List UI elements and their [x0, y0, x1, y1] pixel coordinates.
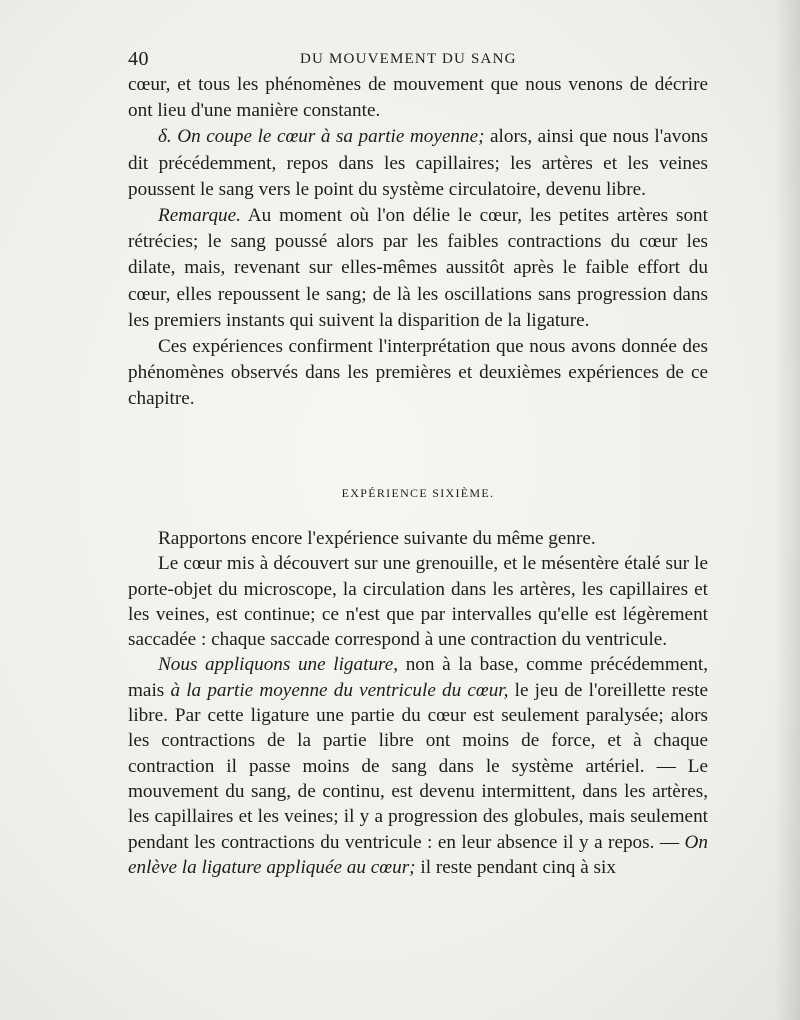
section-title: EXPÉRIENCE SIXIÈME.: [341, 486, 495, 500]
paragraph: Nous appliquons une ligature, non à la base, comme précédemment, mais à la partie moyenne du ventricule du cœur, le jeu de l'oreillette reste libre. Par cette ligature une partie du cœur est seulement paralysée; alors les contractions de la partie libre ont moins de force, et à chaque contraction il passe moins de sang dans le système artériel. — Le mouvement du sang, de continu, est devenu intermittent, dans les artères, les capillaires et les veines; il y a progression des globules, mais seulement pendant les contractions du ventricule : en leur absence il y a repos. — On enlève la ligature appliquée au cœur; il reste pendant cinq à six: [128, 654, 709, 878]
paragraph: Le cœur mis à découvert sur une grenouille, et le mésentère étalé sur le porte-objet du microscope, la circulation dans les artères, les capillaires et les veines, est continue; ce n'est que par intervalles qu'elle est légèrement saccadée : chaque saccade correspond à une contraction du ventricule.: [128, 553, 708, 651]
body-text-lower: [128, 526, 708, 880]
italic-lead: Remarque.: [158, 205, 241, 227]
paragraph: δ. On coupe le cœur à sa partie moyenne; alors, ainsi que nous l'avons dit précédemment, repos dans les capillaires; les artères et les veines poussent le sang vers le point du système circulatoire, devenu libre.: [128, 126, 708, 200]
paragraph: Rapportons encore l'expérience suivante du même genre.: [158, 528, 596, 549]
page-header: [128, 48, 708, 74]
body-text-upper: [128, 72, 708, 413]
remark-paragraph: Remarque. Au moment où l'on délie le cœur, les petites artères sont rétrécies; le sang poussé alors par les faibles contractions du cœur les dilate, mais, revenant sur elles-mêmes aussitôt après le faible effort du cœur, elles repoussent le sang; de là les oscillations sans progression dans les premiers instants qui suivent la disparition de la ligature.: [128, 205, 708, 331]
italic-lead: δ. On coupe le cœur à sa partie moyenne;: [158, 126, 485, 148]
paragraph: cœur, et tous les phénomènes de mouvement que nous venons de décrire ont lieu d'une manière constante.: [128, 74, 708, 122]
paragraph: Ces expériences confirment l'interprétation que nous avons donnée des phénomènes observés dans les premières et deuxièmes expériences de ce chapitre.: [128, 336, 708, 410]
running-head: DU MOUVEMENT DU SANG: [300, 51, 517, 67]
page-edge-shadow: [774, 0, 800, 1020]
page-number: 40: [128, 48, 149, 70]
